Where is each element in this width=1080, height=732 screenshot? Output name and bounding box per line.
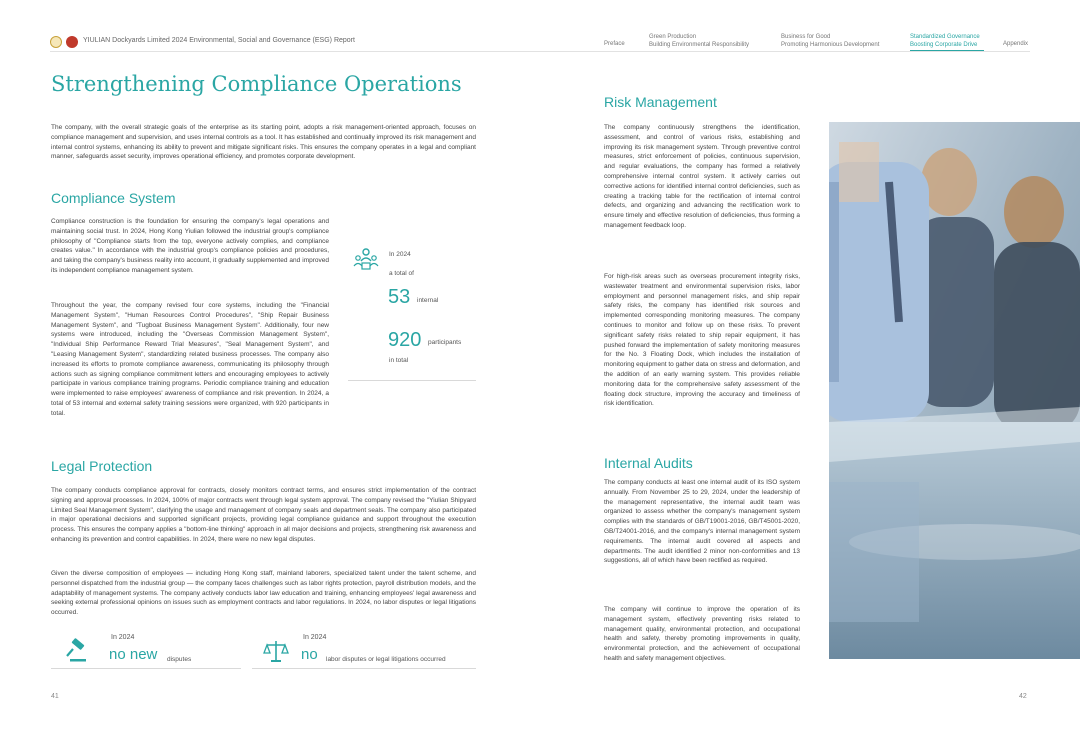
compliance-paragraph-1: Compliance construction is the foundation for ensuring the company's legal operations and maintaining social trust. In 2024, Hong Kong Yiulian followed the industrial group's compliance philosophy of "Compliance starts from the top, everyone actively complies, and compliance creates value." In accordance with the industrial group's compliance policies and procedures, and taking the company's business reality into account, it gradually supplemented and improved its independent compliance management system. [51, 218, 329, 274]
page-header [0, 0, 1080, 56]
nav-green-production[interactable] [649, 33, 749, 49]
nav-preface-label: Preface [604, 41, 625, 47]
nav-business-for-good[interactable] [781, 33, 879, 49]
header-divider [50, 51, 1030, 52]
business-meeting-photo [829, 122, 1080, 659]
intro-paragraph: The company, with the overall strategic goals of the enterprise as its starting point, adopts a risk management-oriented approach, focuses on compliance management and supervision, and uses internal controls as a tool. It has established and continually improved its risk management and internal control systems, enhancing its ability to prevent and mitigate significant risks. This ensures the company operates in a legal and compliant manner, safeguards asset security, improves operational efficiency, and promotes corporate development. [51, 124, 476, 161]
stat-in-total: in total [389, 357, 409, 364]
risk-paragraph-1: The company continuously strengthens the identification, assessment, and control of various risks, establishing and improving its risk management system. Through preventive control measures, strict enforcement of policies, continuous supervision, and regular evaluations, the company has formed a relatively comprehensive internal control system. It actively carries out corrective actions for identified internal control deficiencies, such as creating a tracking table for the rectification of internal control defects, and organizing and advancing the rectification work to ensure timely and effective resolution of deficiencies, thus forming a management feedback loop. [604, 124, 800, 229]
lp-divider [252, 668, 476, 669]
nav-appendix-label: Appendix [1003, 41, 1029, 47]
nav-label-line1: Business for Good [781, 34, 831, 40]
risk-management-heading: Risk Management [604, 94, 717, 110]
compliance-paragraph-2: Throughout the year, the company revised four core systems, including the "Financial Management System", "Human Resources Control Procedures", "Ship Repair Business Management System", and "Tugboat Business Management System". Additionally, four new systems were introduced, including the "Overseas Commission Management System", "Individual Ship Performance Reward Trial Measures", "Seal Management System", and "Leasing Management System", standardizing related business processes. The company also increased its efforts to promote compliance awareness, communicating its philosophy through actions such as signing compliance commitment letters and encouraging employees to actively participate in various compliance training programs. Periodic compliance training and education were implemented to raise employees' awareness of compliance and risk prevention. In 2024, a total of 53 internal and external safety training sessions were organized, with 920 participants in total. [51, 302, 329, 417]
nav-label-line1: Standardized Governance [910, 34, 980, 40]
stat-participants-label: participants [428, 339, 462, 346]
stat-internal-label: internal [417, 297, 439, 304]
nav-standardized-governance[interactable] [910, 33, 980, 49]
lp-value: no [301, 646, 318, 663]
lp-divider [51, 668, 241, 669]
company-logo-icon [50, 36, 62, 48]
stat-internal-value: 53 [388, 286, 411, 308]
stat-participants-value: 920 [388, 329, 422, 351]
lp-label: labor disputes or legal litigations occurred [326, 656, 446, 663]
audit-paragraph-1: The company conducts at least one internal audit of its ISO system annually. From November 25 to 29, 2024, under the leadership of the management representative, the internal audit team was organized to assess whether the company's management system complies with the standards of GB/T19001-2016, GB/T45001-2020, GB/T24001-2016, and the company's internal management system requirements. The internal audit covered all aspects and departments. The audit identified 2 minor non-conformities and 13 suggestions, all of which have been rectified as required. [604, 479, 800, 565]
audit-paragraph-2: The company will continue to improve the operation of its management system, effectively preventing risks related to management quality, environmental protection, and occupational health and safety, thereby promoting improvements in quality, environmental protection, and the achievement of occupational health and safety management objectives. [604, 606, 800, 662]
lp-label: disputes [167, 656, 192, 663]
gavel-icon [64, 638, 90, 664]
nav-appendix[interactable] [1003, 40, 1028, 48]
legal-protection-heading: Legal Protection [51, 458, 153, 474]
legal-paragraph-2: Given the diverse composition of employees — including Hong Kong staff, mainland laborers, specialized talent under the talent scheme, and personnel dispatched from the industrial group — the company faces challenges such as labor rights protection, payroll distribution models, and the adaptability of management systems. The company actively conducts labor law education and training, enhancing employees' legal awareness and seeking external professional opinions on issues such as employment contracts and labor regulations. In 2024, no labor disputes or legal litigations occurred. [51, 570, 476, 617]
risk-paragraph-2: For high-risk areas such as overseas procurement integrity risks, wastewater treatment and environmental supervision risks, labor employment and personnel management risks, and ship repair safety risks, the company has identified risk sources and implemented corresponding monitoring measures. The company continues to monitor and follow up on these risks. To prevent significant safety risks related to ship repair equipment, it has pushed forward the implementation of safety monitoring measures for the No. 3 Floating Dock, which includes the installation of monitoring equipment to gather data on stress and deformation, and the addition of an early warning system. This provides reliable monitoring data for the comprehensive safety assessment of the floating dock structure, improving the accuracy and timeliness of risk identification. [604, 273, 800, 408]
internal-audits-heading: Internal Audits [604, 455, 693, 471]
lp-year: In 2024 [111, 634, 135, 641]
report-title: YIULIAN Dockyards Limited 2024 Environmental, Social and Governance (ESG) Report [83, 37, 355, 44]
stat-year: In 2024 [389, 251, 411, 258]
stat-total-label: a total of [389, 270, 414, 277]
stat-divider [348, 380, 476, 381]
page-number-left: 41 [51, 693, 59, 700]
compliance-system-heading: Compliance System [51, 190, 176, 206]
nav-label-line1: Green Production [649, 34, 697, 40]
nav-label-line2: Boosting Corporate Drive [910, 42, 978, 48]
group-emblem-icon [66, 36, 78, 48]
legal-paragraph-1: The company conducts compliance approval for contracts, closely monitors contract terms, and ensures strict implementation of the contract signing and approval processes. In 2024, 100% of major contracts went through legal system approval. The company revised the "Yiulian Shipyard Limited Seal Management System", clarifying the usage and management of company seals and department seals. The company also participated in major operational decisions and supported significant projects, providing legal compliance guidance and support throughout the execution process. This ensures the company applies a "bottom-line thinking" approach in all major decisions and projects, strengthening risk awareness and enhancing its prevention and control capabilities. In 2024, there were no new legal disputes. [51, 487, 476, 543]
nav-label-line2: Promoting Harmonious Development [781, 42, 880, 48]
nav-preface[interactable] [604, 40, 625, 48]
page-title: Strengthening Compliance Operations [51, 72, 462, 96]
nav-label-line2: Building Environmental Responsibility [649, 42, 750, 48]
lp-value: no new [109, 646, 158, 663]
people-training-icon [353, 246, 379, 272]
page-number-right: 42 [1019, 693, 1027, 700]
scales-icon [263, 638, 289, 664]
lp-year: In 2024 [303, 634, 327, 641]
